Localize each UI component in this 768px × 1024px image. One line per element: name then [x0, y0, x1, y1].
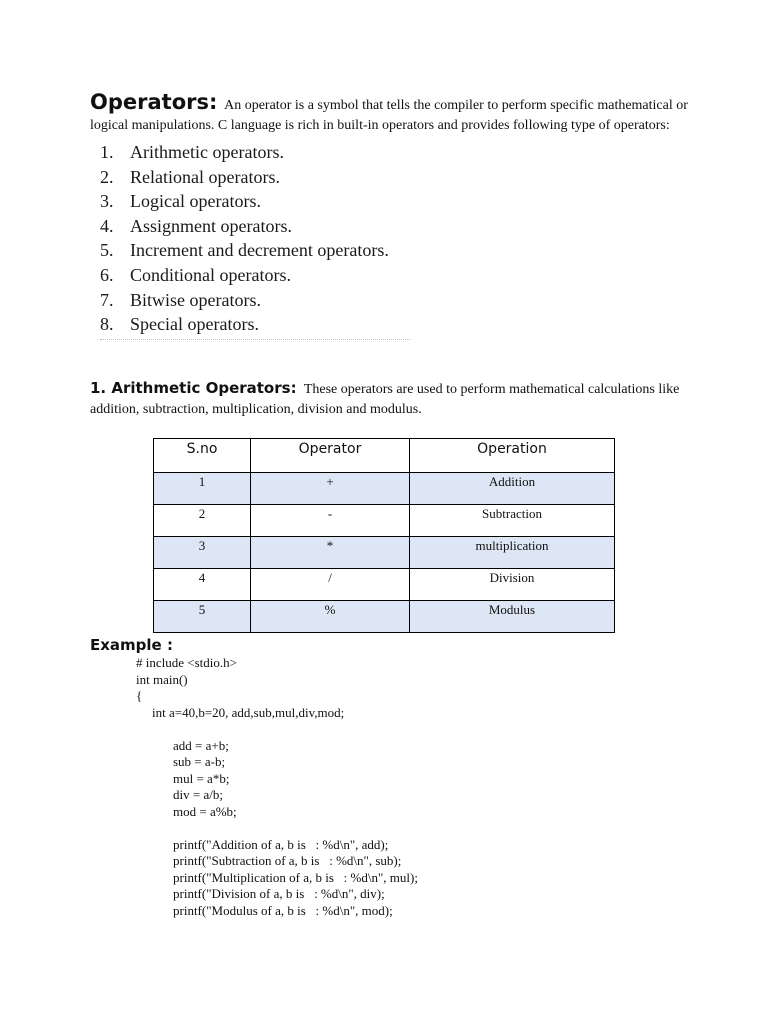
cell-sno: 3	[154, 537, 251, 569]
cell-sno: 4	[154, 569, 251, 601]
table-header-row	[154, 439, 615, 473]
list-item-number: 1.	[100, 142, 114, 162]
code-line: add = a+b;	[173, 737, 229, 753]
header-sno: S.no	[154, 439, 251, 473]
cell-operator: -	[251, 505, 410, 537]
list-item-number: 8.	[100, 314, 114, 335]
cell-operation: Division	[410, 569, 615, 601]
arithmetic-operators-table	[153, 438, 615, 633]
example-heading: Example :	[90, 636, 173, 654]
cell-sno: 2	[154, 505, 251, 537]
cell-sno: 1	[154, 473, 251, 505]
operator-type-list	[100, 140, 389, 337]
list-item	[100, 214, 389, 239]
scan-cut-edge	[100, 339, 410, 342]
cell-operator: *	[251, 537, 410, 569]
list-item-label: Special operators.	[130, 314, 259, 335]
intro-text: An operator is a symbol that tells the compiler to perform specific mathematical or logical manipulations. C language is rich in built-in operators and provides following type of operators:	[90, 98, 688, 133]
intro-paragraph	[90, 92, 690, 136]
code-line: int a=40,b=20, add,sub,mul,div,mod;	[152, 704, 345, 720]
list-item-label: Conditional operators.	[130, 264, 291, 285]
list-item	[100, 140, 389, 165]
list-item-label: Arithmetic operators.	[130, 142, 284, 162]
code-line: printf("Division of a, b is : %d\n", div);	[173, 886, 385, 901]
code-line: # include <stdio.h>	[136, 655, 237, 670]
header-operation: Operation	[410, 439, 615, 473]
code-line: mod = a%b;	[173, 803, 237, 819]
code-line: mul = a*b;	[173, 770, 230, 786]
code-line: sub = a-b;	[173, 754, 226, 769]
list-item	[100, 189, 389, 214]
code-line: printf("Addition of a, b is : %d\n", add);	[173, 836, 389, 852]
list-item-number: 6.	[100, 264, 114, 285]
list-item	[100, 263, 389, 288]
page-title: Operators:	[90, 90, 218, 114]
list-item-label: Bitwise operators.	[130, 289, 261, 310]
cell-operation: multiplication	[410, 537, 615, 569]
table-row	[154, 569, 615, 601]
list-item-number: 3.	[100, 191, 114, 212]
table-row	[154, 537, 615, 569]
cell-operator: +	[251, 473, 410, 505]
list-item-label: Logical operators.	[130, 191, 261, 212]
table-body	[154, 473, 615, 633]
arithmetic-section	[90, 378, 690, 420]
code-line: {	[136, 688, 143, 703]
arithmetic-text: These operators are used to perform mathematical calculations like addition, subtraction, multiplication, division and modulus.	[90, 382, 680, 417]
list-item-number: 4.	[100, 215, 114, 236]
code-line: printf("Multiplication of a, b is : %d\n", mul);	[173, 869, 418, 885]
arithmetic-heading: 1. Arithmetic Operators:	[90, 379, 297, 397]
list-item	[100, 312, 389, 337]
list-item-number: 5.	[100, 240, 114, 261]
cell-operator: /	[251, 569, 410, 601]
table-row	[154, 473, 615, 505]
cell-operation: Addition	[410, 473, 615, 505]
list-item-label: Assignment operators.	[130, 215, 292, 236]
list-item-number: 7.	[100, 289, 114, 310]
table-row	[154, 601, 615, 633]
list-item-number: 2.	[100, 166, 114, 187]
code-line: int main()	[136, 671, 188, 687]
list-item	[100, 288, 389, 313]
code-line: printf("Modulus of a, b is : %d\n", mod);	[173, 902, 393, 918]
list-item	[100, 165, 389, 190]
list-item-label: Relational operators.	[130, 166, 280, 187]
cell-sno: 5	[154, 601, 251, 633]
cell-operator: %	[251, 601, 410, 633]
cell-operation: Subtraction	[410, 505, 615, 537]
cell-operation: Modulus	[410, 601, 615, 633]
code-line: div = a/b;	[173, 787, 223, 802]
list-item-label: Increment and decrement operators.	[130, 240, 389, 261]
list-item	[100, 238, 389, 263]
code-line: printf("Subtraction of a, b is : %d\n", sub);	[173, 853, 402, 868]
table-row	[154, 505, 615, 537]
header-operator: Operator	[251, 439, 410, 473]
